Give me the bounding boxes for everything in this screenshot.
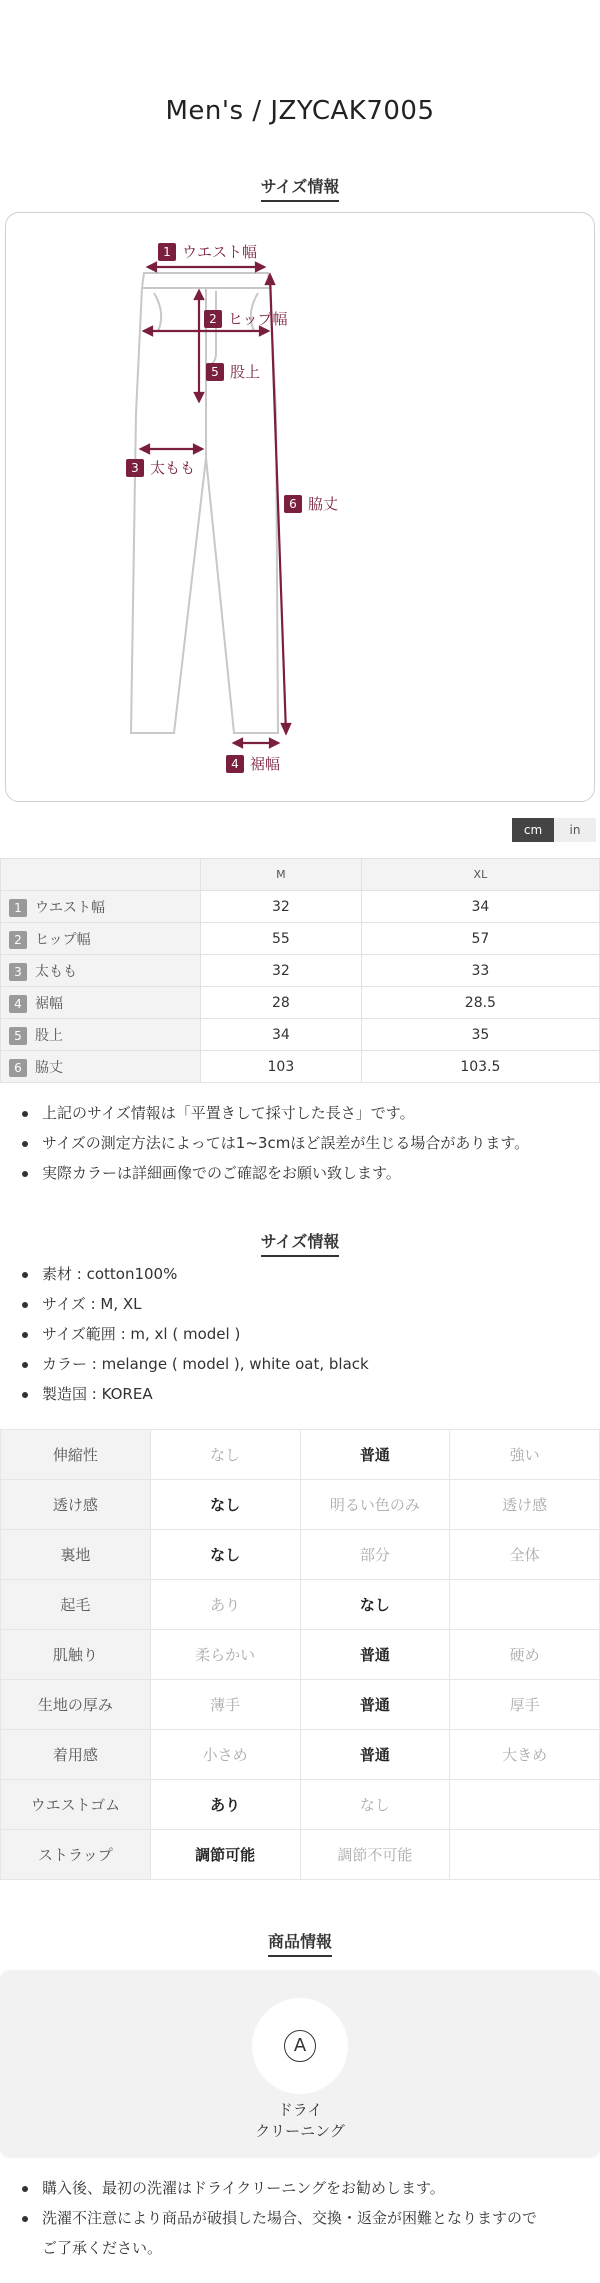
table-row: [1, 1051, 600, 1083]
attribute-option: 普通: [300, 1730, 450, 1780]
fabric-attributes-table: [0, 1429, 600, 1880]
table-row: [1, 1680, 600, 1730]
attribute-option: 小さめ: [150, 1730, 300, 1780]
list-item: サイズの測定方法によっては1~3cmほど誤差が生じる場合があります。: [0, 1128, 600, 1158]
pants-measurement-diagram: [5, 212, 595, 802]
attribute-option: 強い: [450, 1430, 600, 1480]
size-value: 103.5: [361, 1051, 599, 1083]
attribute-label: 着用感: [1, 1730, 151, 1780]
table-row: [1, 1830, 600, 1880]
attribute-option: 部分: [300, 1530, 450, 1580]
row-label: 脇丈: [35, 1059, 63, 1076]
attribute-option: 柔らかい: [150, 1630, 300, 1680]
table-row: [1, 1480, 600, 1530]
attribute-option: 普通: [300, 1430, 450, 1480]
dry-clean-symbol: [252, 1998, 348, 2094]
attribute-label: 起毛: [1, 1580, 151, 1630]
attribute-label: 生地の厚み: [1, 1680, 151, 1730]
table-row: [1, 955, 600, 987]
row-label: ウエスト幅: [35, 899, 105, 916]
attribute-option: 厚手: [450, 1680, 600, 1730]
table-row: [1, 1630, 600, 1680]
table-row: [1, 1730, 600, 1780]
attribute-option: 明るい色のみ: [300, 1480, 450, 1530]
attribute-option: 大きめ: [450, 1730, 600, 1780]
list-item: 製造国 : KOREA: [0, 1379, 600, 1409]
unit-toggle: [512, 818, 596, 842]
table-row: [1, 1530, 600, 1580]
size-value: 55: [201, 923, 362, 955]
size-table: [0, 858, 600, 1083]
care-instructions-box: [0, 1970, 600, 2158]
attribute-label: 伸縮性: [1, 1430, 151, 1480]
attribute-option: [450, 1830, 600, 1880]
diagram-label-waist: 1 ウエスト幅: [158, 241, 257, 262]
table-row: [1, 1430, 600, 1480]
size-value: 34: [361, 891, 599, 923]
list-item: サイズ : M, XL: [0, 1289, 600, 1319]
table-row: [1, 987, 600, 1019]
product-title: Men's / JZYCAK7005: [165, 96, 435, 126]
attribute-option: 硬め: [450, 1630, 600, 1680]
diagram-label-rise: 5 股上: [206, 361, 260, 382]
table-row: [1, 1780, 600, 1830]
row-number-badge: 4: [9, 995, 27, 1013]
attribute-option: あり: [150, 1580, 300, 1630]
diagram-label-thigh: 3 太もも: [126, 457, 195, 478]
row-label: 太もも: [35, 963, 77, 980]
diagram-label-hip: 2 ヒップ幅: [204, 308, 288, 329]
list-item: 上記のサイズ情報は「平置きして採寸した長さ」です。: [0, 1098, 600, 1128]
care-note-continuation: ご了承ください。: [42, 2239, 163, 2257]
size-value: 34: [201, 1019, 362, 1051]
care-notes: [0, 2173, 600, 2233]
size-value: 103: [201, 1051, 362, 1083]
attribute-option: 透け感: [450, 1480, 600, 1530]
attribute-option: 調節不可能: [300, 1830, 450, 1880]
care-label-line2: クリーニング: [255, 2122, 345, 2140]
section-heading-size-info-2: サイズ情報: [0, 1229, 600, 1257]
row-label: ヒップ幅: [35, 931, 91, 948]
size-value: 28.5: [361, 987, 599, 1019]
attribute-label: ストラップ: [1, 1830, 151, 1880]
list-item: サイズ範囲 : m, xl ( model ): [0, 1319, 600, 1349]
row-label: 股上: [35, 1027, 63, 1044]
row-number-badge: 1: [9, 899, 27, 917]
unit-cm-button[interactable]: cm: [512, 818, 554, 842]
size-table-corner: [1, 859, 201, 891]
row-number-badge: 5: [9, 1027, 27, 1045]
size-value: 32: [201, 891, 362, 923]
row-number-badge: 6: [9, 1059, 27, 1077]
table-row: [1, 923, 600, 955]
section-heading-size-info: サイズ情報: [0, 174, 600, 202]
attribute-option: 全体: [450, 1530, 600, 1580]
table-row: [1, 891, 600, 923]
attribute-label: 裏地: [1, 1530, 151, 1580]
list-item: 洗濯不注意により商品が破損した場合、交換・返金が困難となりますので: [0, 2203, 600, 2233]
attribute-option: [450, 1780, 600, 1830]
row-label: 裾幅: [35, 995, 63, 1012]
size-notes: [0, 1098, 600, 1188]
attribute-option: 普通: [300, 1680, 450, 1730]
attribute-option: なし: [150, 1430, 300, 1480]
size-value: 35: [361, 1019, 599, 1051]
dry-clean-icon: A: [284, 2030, 316, 2062]
attribute-option: 調節可能: [150, 1830, 300, 1880]
table-row: [1, 1580, 600, 1630]
attribute-option: なし: [150, 1530, 300, 1580]
list-item: カラー : melange ( model ), white oat, black: [0, 1349, 600, 1379]
size-column-header: M: [201, 859, 362, 891]
attribute-option: あり: [150, 1780, 300, 1830]
attribute-option: [450, 1580, 600, 1630]
table-row: [1, 1019, 600, 1051]
size-value: 28: [201, 987, 362, 1019]
diagram-label-hem: 4 裾幅: [226, 753, 280, 774]
product-specs: [0, 1259, 600, 1409]
attribute-label: ウエストゴム: [1, 1780, 151, 1830]
row-number-badge: 3: [9, 963, 27, 981]
pants-outline: [131, 273, 278, 733]
size-column-header: XL: [361, 859, 599, 891]
attribute-option: なし: [300, 1780, 450, 1830]
unit-in-button[interactable]: in: [554, 818, 596, 842]
attribute-option: なし: [300, 1580, 450, 1630]
attribute-option: なし: [150, 1480, 300, 1530]
row-number-badge: 2: [9, 931, 27, 949]
attribute-label: 肌触り: [1, 1630, 151, 1680]
attribute-option: 薄手: [150, 1680, 300, 1730]
list-item: 購入後、最初の洗濯はドライクリーニングをお勧めします。: [0, 2173, 600, 2203]
attribute-label: 透け感: [1, 1480, 151, 1530]
size-value: 33: [361, 955, 599, 987]
list-item: 素材 : cotton100%: [0, 1259, 600, 1289]
list-item: 実際カラーは詳細画像でのご確認をお願い致します。: [0, 1158, 600, 1188]
diagram-label-outseam: 6 脇丈: [284, 493, 338, 514]
care-label-line1: ドライ: [277, 2101, 323, 2119]
size-value: 57: [361, 923, 599, 955]
section-heading-product-info: 商品情報: [0, 1929, 600, 1957]
size-value: 32: [201, 955, 362, 987]
attribute-option: 普通: [300, 1630, 450, 1680]
